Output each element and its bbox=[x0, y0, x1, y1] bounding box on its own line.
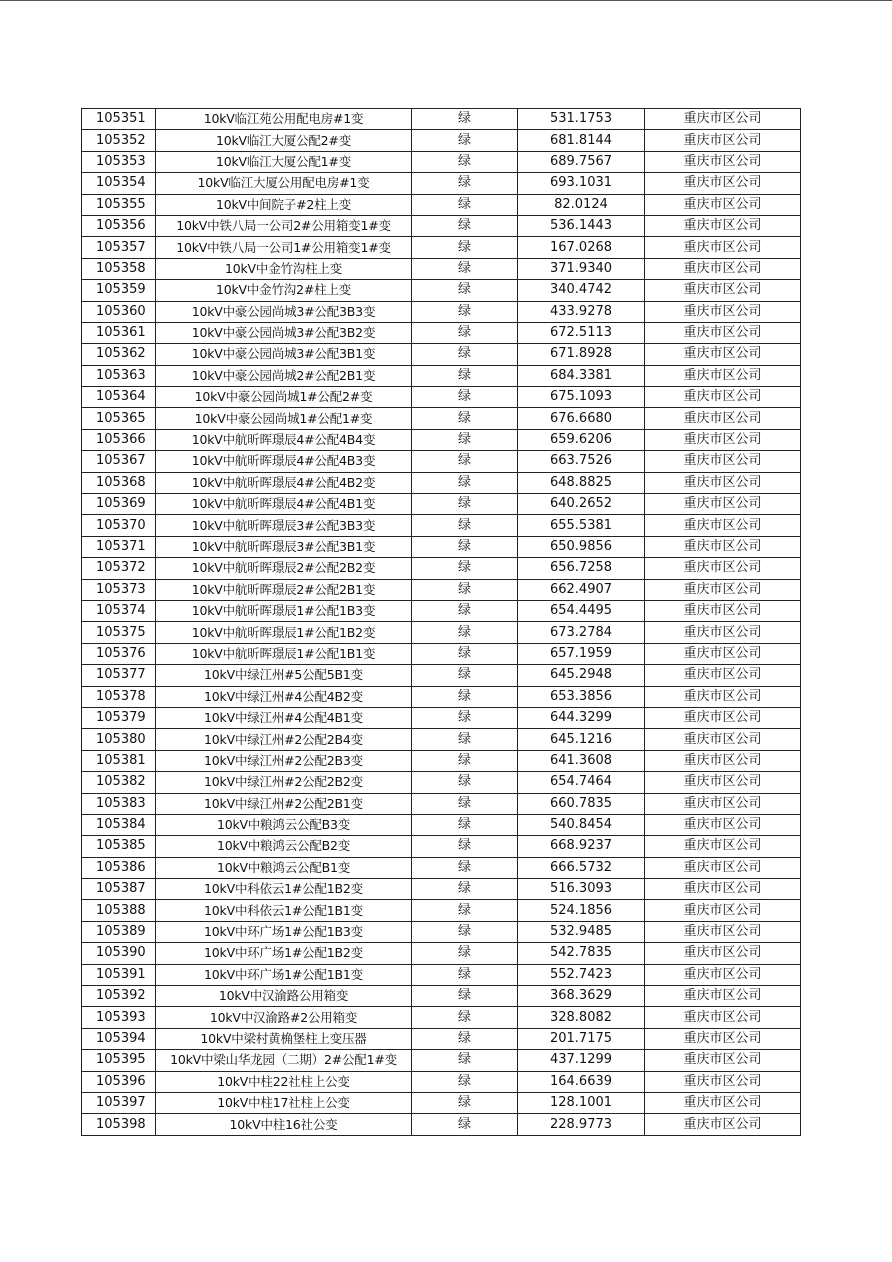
cell-status-color: 绿 bbox=[412, 515, 518, 536]
cell-status-color: 绿 bbox=[412, 622, 518, 643]
cell-status-color: 绿 bbox=[412, 857, 518, 878]
table-row bbox=[82, 793, 801, 814]
cell-status-color: 绿 bbox=[412, 258, 518, 279]
cell-status-color: 绿 bbox=[412, 707, 518, 728]
cell-value: 536.1443 bbox=[518, 215, 645, 236]
table-row bbox=[82, 921, 801, 942]
cell-transformer-name: 10kV中环广场1#公配1B3变 bbox=[156, 921, 412, 942]
table-row bbox=[82, 579, 801, 600]
cell-value: 655.5381 bbox=[518, 515, 645, 536]
table-row bbox=[82, 472, 801, 493]
cell-row-id: 105378 bbox=[82, 686, 156, 707]
cell-value: 524.1856 bbox=[518, 900, 645, 921]
cell-company: 重庆市区公司 bbox=[645, 536, 801, 557]
cell-row-id: 105391 bbox=[82, 964, 156, 985]
cell-row-id: 105360 bbox=[82, 301, 156, 322]
cell-value: 662.4907 bbox=[518, 579, 645, 600]
cell-status-color: 绿 bbox=[412, 472, 518, 493]
cell-company: 重庆市区公司 bbox=[645, 665, 801, 686]
cell-row-id: 105373 bbox=[82, 579, 156, 600]
cell-value: 657.1959 bbox=[518, 643, 645, 664]
cell-company: 重庆市区公司 bbox=[645, 151, 801, 172]
cell-company: 重庆市区公司 bbox=[645, 194, 801, 215]
cell-company: 重庆市区公司 bbox=[645, 793, 801, 814]
table-row bbox=[82, 986, 801, 1007]
cell-status-color: 绿 bbox=[412, 1028, 518, 1049]
table-row bbox=[82, 622, 801, 643]
cell-status-color: 绿 bbox=[412, 280, 518, 301]
cell-company: 重庆市区公司 bbox=[645, 857, 801, 878]
cell-transformer-name: 10kV中航昕晖璟辰3#公配3B1变 bbox=[156, 536, 412, 557]
table-body bbox=[82, 109, 801, 1136]
table-row bbox=[82, 707, 801, 728]
cell-value: 542.7835 bbox=[518, 943, 645, 964]
cell-row-id: 105381 bbox=[82, 750, 156, 771]
cell-value: 659.6206 bbox=[518, 429, 645, 450]
cell-company: 重庆市区公司 bbox=[645, 258, 801, 279]
table-row bbox=[82, 879, 801, 900]
cell-value: 663.7526 bbox=[518, 451, 645, 472]
cell-status-color: 绿 bbox=[412, 215, 518, 236]
cell-company: 重庆市区公司 bbox=[645, 215, 801, 236]
cell-value: 645.2948 bbox=[518, 665, 645, 686]
cell-transformer-name: 10kV中航昕晖璟辰2#公配2B2变 bbox=[156, 558, 412, 579]
cell-transformer-name: 10kV临江大厦公配2#变 bbox=[156, 130, 412, 151]
cell-transformer-name: 10kV中绿江州#4公配4B2变 bbox=[156, 686, 412, 707]
cell-row-id: 105383 bbox=[82, 793, 156, 814]
cell-status-color: 绿 bbox=[412, 772, 518, 793]
cell-row-id: 105374 bbox=[82, 600, 156, 621]
cell-row-id: 105369 bbox=[82, 494, 156, 515]
cell-value: 654.7464 bbox=[518, 772, 645, 793]
cell-value: 689.7567 bbox=[518, 151, 645, 172]
table-row bbox=[82, 943, 801, 964]
cell-transformer-name: 10kV临江大厦公配1#变 bbox=[156, 151, 412, 172]
cell-company: 重庆市区公司 bbox=[645, 579, 801, 600]
cell-company: 重庆市区公司 bbox=[645, 1071, 801, 1092]
cell-transformer-name: 10kV中科依云1#公配1B2变 bbox=[156, 879, 412, 900]
table-row bbox=[82, 151, 801, 172]
cell-transformer-name: 10kV中科依云1#公配1B1变 bbox=[156, 900, 412, 921]
cell-status-color: 绿 bbox=[412, 558, 518, 579]
cell-row-id: 105353 bbox=[82, 151, 156, 172]
cell-transformer-name: 10kV中铁八局一公司1#公用箱变1#变 bbox=[156, 237, 412, 258]
cell-status-color: 绿 bbox=[412, 600, 518, 621]
cell-status-color: 绿 bbox=[412, 986, 518, 1007]
cell-transformer-name: 10kV中豪公园尚城3#公配3B3变 bbox=[156, 301, 412, 322]
cell-status-color: 绿 bbox=[412, 964, 518, 985]
cell-transformer-name: 10kV中柱22社柱上公变 bbox=[156, 1071, 412, 1092]
table-row bbox=[82, 237, 801, 258]
table-row bbox=[82, 558, 801, 579]
cell-value: 340.4742 bbox=[518, 280, 645, 301]
cell-value: 673.2784 bbox=[518, 622, 645, 643]
table-row bbox=[82, 665, 801, 686]
cell-value: 228.9773 bbox=[518, 1114, 645, 1135]
cell-transformer-name: 10kV中柱16社公变 bbox=[156, 1114, 412, 1135]
table-row bbox=[82, 215, 801, 236]
cell-transformer-name: 10kV中梁村黄桷堡柱上变压器 bbox=[156, 1028, 412, 1049]
cell-company: 重庆市区公司 bbox=[645, 900, 801, 921]
cell-row-id: 105389 bbox=[82, 921, 156, 942]
cell-status-color: 绿 bbox=[412, 579, 518, 600]
cell-transformer-name: 10kV中粮鸿云公配B2变 bbox=[156, 836, 412, 857]
cell-transformer-name: 10kV中豪公园尚城1#公配1#变 bbox=[156, 408, 412, 429]
cell-row-id: 105386 bbox=[82, 857, 156, 878]
cell-value: 653.3856 bbox=[518, 686, 645, 707]
table-row bbox=[82, 536, 801, 557]
cell-status-color: 绿 bbox=[412, 194, 518, 215]
table-row bbox=[82, 814, 801, 835]
cell-status-color: 绿 bbox=[412, 686, 518, 707]
table-row bbox=[82, 258, 801, 279]
cell-row-id: 105382 bbox=[82, 772, 156, 793]
cell-transformer-name: 10kV中航昕晖璟辰4#公配4B3变 bbox=[156, 451, 412, 472]
cell-status-color: 绿 bbox=[412, 344, 518, 365]
table-row bbox=[82, 643, 801, 664]
cell-transformer-name: 10kV中航昕晖璟辰1#公配1B1变 bbox=[156, 643, 412, 664]
cell-value: 516.3093 bbox=[518, 879, 645, 900]
table-row bbox=[82, 1092, 801, 1113]
cell-transformer-name: 10kV中豪公园尚城3#公配3B2变 bbox=[156, 322, 412, 343]
cell-company: 重庆市区公司 bbox=[645, 387, 801, 408]
cell-company: 重庆市区公司 bbox=[645, 451, 801, 472]
table-row bbox=[82, 344, 801, 365]
table-row bbox=[82, 600, 801, 621]
cell-company: 重庆市区公司 bbox=[645, 237, 801, 258]
cell-value: 167.0268 bbox=[518, 237, 645, 258]
cell-status-color: 绿 bbox=[412, 109, 518, 130]
cell-row-id: 105359 bbox=[82, 280, 156, 301]
table-row bbox=[82, 451, 801, 472]
transformer-table bbox=[81, 108, 801, 1136]
table-row bbox=[82, 109, 801, 130]
cell-value: 532.9485 bbox=[518, 921, 645, 942]
cell-row-id: 105363 bbox=[82, 365, 156, 386]
cell-company: 重庆市区公司 bbox=[645, 472, 801, 493]
cell-row-id: 105384 bbox=[82, 814, 156, 835]
cell-transformer-name: 10kV中间院子#2柱上变 bbox=[156, 194, 412, 215]
cell-value: 666.5732 bbox=[518, 857, 645, 878]
cell-row-id: 105393 bbox=[82, 1007, 156, 1028]
table-row bbox=[82, 964, 801, 985]
cell-transformer-name: 10kV中航昕晖璟辰4#公配4B4变 bbox=[156, 429, 412, 450]
cell-row-id: 105394 bbox=[82, 1028, 156, 1049]
cell-value: 671.8928 bbox=[518, 344, 645, 365]
cell-row-id: 105376 bbox=[82, 643, 156, 664]
cell-company: 重庆市区公司 bbox=[645, 921, 801, 942]
cell-transformer-name: 10kV中铁八局一公司2#公用箱变1#变 bbox=[156, 215, 412, 236]
cell-value: 433.9278 bbox=[518, 301, 645, 322]
cell-row-id: 105358 bbox=[82, 258, 156, 279]
cell-transformer-name: 10kV中粮鸿云公配B3变 bbox=[156, 814, 412, 835]
cell-value: 668.9237 bbox=[518, 836, 645, 857]
cell-value: 654.4495 bbox=[518, 600, 645, 621]
cell-status-color: 绿 bbox=[412, 301, 518, 322]
table-row bbox=[82, 857, 801, 878]
cell-value: 328.8082 bbox=[518, 1007, 645, 1028]
cell-value: 164.6639 bbox=[518, 1071, 645, 1092]
table-row bbox=[82, 494, 801, 515]
page-top-rule bbox=[0, 0, 892, 1]
cell-transformer-name: 10kV中豪公园尚城2#公配2B1变 bbox=[156, 365, 412, 386]
table-row bbox=[82, 729, 801, 750]
cell-status-color: 绿 bbox=[412, 921, 518, 942]
table-row bbox=[82, 750, 801, 771]
cell-value: 681.8144 bbox=[518, 130, 645, 151]
cell-transformer-name: 10kV临江苑公用配电房#1变 bbox=[156, 109, 412, 130]
cell-row-id: 105368 bbox=[82, 472, 156, 493]
cell-status-color: 绿 bbox=[412, 750, 518, 771]
cell-company: 重庆市区公司 bbox=[645, 686, 801, 707]
cell-status-color: 绿 bbox=[412, 729, 518, 750]
cell-transformer-name: 10kV中航昕晖璟辰3#公配3B3变 bbox=[156, 515, 412, 536]
cell-transformer-name: 10kV中环广场1#公配1B2变 bbox=[156, 943, 412, 964]
cell-row-id: 105367 bbox=[82, 451, 156, 472]
cell-value: 201.7175 bbox=[518, 1028, 645, 1049]
cell-status-color: 绿 bbox=[412, 1050, 518, 1071]
cell-value: 645.1216 bbox=[518, 729, 645, 750]
cell-transformer-name: 10kV中绿江州#4公配4B1变 bbox=[156, 707, 412, 728]
cell-status-color: 绿 bbox=[412, 879, 518, 900]
cell-status-color: 绿 bbox=[412, 1092, 518, 1113]
cell-transformer-name: 10kV临江大厦公用配电房#1变 bbox=[156, 173, 412, 194]
table-row bbox=[82, 836, 801, 857]
cell-company: 重庆市区公司 bbox=[645, 344, 801, 365]
cell-company: 重庆市区公司 bbox=[645, 322, 801, 343]
cell-row-id: 105366 bbox=[82, 429, 156, 450]
cell-row-id: 105390 bbox=[82, 943, 156, 964]
table-row bbox=[82, 408, 801, 429]
cell-status-color: 绿 bbox=[412, 451, 518, 472]
cell-transformer-name: 10kV中航昕晖璟辰1#公配1B3变 bbox=[156, 600, 412, 621]
cell-status-color: 绿 bbox=[412, 900, 518, 921]
cell-row-id: 105356 bbox=[82, 215, 156, 236]
cell-company: 重庆市区公司 bbox=[645, 1114, 801, 1135]
cell-value: 368.3629 bbox=[518, 986, 645, 1007]
cell-status-color: 绿 bbox=[412, 1114, 518, 1135]
table-row bbox=[82, 515, 801, 536]
cell-row-id: 105354 bbox=[82, 173, 156, 194]
cell-value: 675.1093 bbox=[518, 387, 645, 408]
cell-company: 重庆市区公司 bbox=[645, 622, 801, 643]
cell-status-color: 绿 bbox=[412, 429, 518, 450]
cell-row-id: 105395 bbox=[82, 1050, 156, 1071]
cell-company: 重庆市区公司 bbox=[645, 879, 801, 900]
cell-value: 552.7423 bbox=[518, 964, 645, 985]
cell-company: 重庆市区公司 bbox=[645, 643, 801, 664]
table-row bbox=[82, 429, 801, 450]
cell-value: 641.3608 bbox=[518, 750, 645, 771]
cell-row-id: 105370 bbox=[82, 515, 156, 536]
cell-row-id: 105361 bbox=[82, 322, 156, 343]
cell-status-color: 绿 bbox=[412, 536, 518, 557]
cell-company: 重庆市区公司 bbox=[645, 986, 801, 1007]
cell-value: 650.9856 bbox=[518, 536, 645, 557]
cell-transformer-name: 10kV中绿江州#5公配5B1变 bbox=[156, 665, 412, 686]
cell-transformer-name: 10kV中航昕晖璟辰1#公配1B2变 bbox=[156, 622, 412, 643]
cell-transformer-name: 10kV中豪公园尚城3#公配3B1变 bbox=[156, 344, 412, 365]
cell-value: 672.5113 bbox=[518, 322, 645, 343]
cell-transformer-name: 10kV中航昕晖璟辰4#公配4B1变 bbox=[156, 494, 412, 515]
table-row bbox=[82, 280, 801, 301]
cell-row-id: 105357 bbox=[82, 237, 156, 258]
table-row bbox=[82, 772, 801, 793]
cell-company: 重庆市区公司 bbox=[645, 301, 801, 322]
cell-row-id: 105388 bbox=[82, 900, 156, 921]
cell-company: 重庆市区公司 bbox=[645, 814, 801, 835]
cell-transformer-name: 10kV中金竹沟2#柱上变 bbox=[156, 280, 412, 301]
table-row bbox=[82, 686, 801, 707]
cell-value: 437.1299 bbox=[518, 1050, 645, 1071]
cell-company: 重庆市区公司 bbox=[645, 1092, 801, 1113]
cell-status-color: 绿 bbox=[412, 237, 518, 258]
cell-status-color: 绿 bbox=[412, 322, 518, 343]
cell-value: 640.2652 bbox=[518, 494, 645, 515]
cell-value: 371.9340 bbox=[518, 258, 645, 279]
cell-row-id: 105352 bbox=[82, 130, 156, 151]
cell-company: 重庆市区公司 bbox=[645, 109, 801, 130]
cell-status-color: 绿 bbox=[412, 793, 518, 814]
cell-status-color: 绿 bbox=[412, 1007, 518, 1028]
cell-status-color: 绿 bbox=[412, 1071, 518, 1092]
cell-row-id: 105398 bbox=[82, 1114, 156, 1135]
cell-status-color: 绿 bbox=[412, 365, 518, 386]
table-row bbox=[82, 173, 801, 194]
cell-row-id: 105365 bbox=[82, 408, 156, 429]
cell-transformer-name: 10kV中绿江州#2公配2B1变 bbox=[156, 793, 412, 814]
cell-company: 重庆市区公司 bbox=[645, 836, 801, 857]
cell-transformer-name: 10kV中汉渝路公用箱变 bbox=[156, 986, 412, 1007]
cell-transformer-name: 10kV中豪公园尚城1#公配2#变 bbox=[156, 387, 412, 408]
cell-transformer-name: 10kV中梁山华龙园（二期）2#公配1#变 bbox=[156, 1050, 412, 1071]
cell-row-id: 105377 bbox=[82, 665, 156, 686]
cell-value: 644.3299 bbox=[518, 707, 645, 728]
cell-company: 重庆市区公司 bbox=[645, 1028, 801, 1049]
cell-transformer-name: 10kV中绿江州#2公配2B4变 bbox=[156, 729, 412, 750]
table-row bbox=[82, 322, 801, 343]
cell-transformer-name: 10kV中环广场1#公配1B1变 bbox=[156, 964, 412, 985]
cell-status-color: 绿 bbox=[412, 387, 518, 408]
cell-row-id: 105397 bbox=[82, 1092, 156, 1113]
cell-status-color: 绿 bbox=[412, 494, 518, 515]
cell-value: 648.8825 bbox=[518, 472, 645, 493]
cell-transformer-name: 10kV中绿江州#2公配2B2变 bbox=[156, 772, 412, 793]
cell-row-id: 105380 bbox=[82, 729, 156, 750]
cell-value: 660.7835 bbox=[518, 793, 645, 814]
table-row bbox=[82, 1114, 801, 1135]
cell-row-id: 105371 bbox=[82, 536, 156, 557]
cell-status-color: 绿 bbox=[412, 814, 518, 835]
cell-company: 重庆市区公司 bbox=[645, 707, 801, 728]
table-row bbox=[82, 194, 801, 215]
cell-company: 重庆市区公司 bbox=[645, 429, 801, 450]
cell-value: 693.1031 bbox=[518, 173, 645, 194]
cell-row-id: 105355 bbox=[82, 194, 156, 215]
cell-value: 82.0124 bbox=[518, 194, 645, 215]
cell-status-color: 绿 bbox=[412, 643, 518, 664]
cell-row-id: 105351 bbox=[82, 109, 156, 130]
table-row bbox=[82, 130, 801, 151]
cell-company: 重庆市区公司 bbox=[645, 964, 801, 985]
table-row bbox=[82, 365, 801, 386]
table-row bbox=[82, 301, 801, 322]
cell-row-id: 105379 bbox=[82, 707, 156, 728]
cell-status-color: 绿 bbox=[412, 408, 518, 429]
cell-row-id: 105372 bbox=[82, 558, 156, 579]
cell-company: 重庆市区公司 bbox=[645, 943, 801, 964]
cell-row-id: 105396 bbox=[82, 1071, 156, 1092]
cell-transformer-name: 10kV中金竹沟柱上变 bbox=[156, 258, 412, 279]
cell-company: 重庆市区公司 bbox=[645, 750, 801, 771]
cell-status-color: 绿 bbox=[412, 836, 518, 857]
cell-company: 重庆市区公司 bbox=[645, 365, 801, 386]
cell-value: 540.8454 bbox=[518, 814, 645, 835]
cell-company: 重庆市区公司 bbox=[645, 600, 801, 621]
cell-value: 128.1001 bbox=[518, 1092, 645, 1113]
cell-company: 重庆市区公司 bbox=[645, 1050, 801, 1071]
cell-value: 676.6680 bbox=[518, 408, 645, 429]
cell-company: 重庆市区公司 bbox=[645, 772, 801, 793]
cell-status-color: 绿 bbox=[412, 943, 518, 964]
cell-transformer-name: 10kV中航昕晖璟辰4#公配4B2变 bbox=[156, 472, 412, 493]
cell-value: 684.3381 bbox=[518, 365, 645, 386]
cell-company: 重庆市区公司 bbox=[645, 558, 801, 579]
cell-status-color: 绿 bbox=[412, 173, 518, 194]
cell-transformer-name: 10kV中汉渝路#2公用箱变 bbox=[156, 1007, 412, 1028]
table-row bbox=[82, 1028, 801, 1049]
cell-value: 656.7258 bbox=[518, 558, 645, 579]
cell-row-id: 105375 bbox=[82, 622, 156, 643]
cell-company: 重庆市区公司 bbox=[645, 408, 801, 429]
table-row bbox=[82, 900, 801, 921]
cell-company: 重庆市区公司 bbox=[645, 515, 801, 536]
cell-value: 531.1753 bbox=[518, 109, 645, 130]
cell-company: 重庆市区公司 bbox=[645, 173, 801, 194]
table-row bbox=[82, 1007, 801, 1028]
cell-company: 重庆市区公司 bbox=[645, 1007, 801, 1028]
cell-company: 重庆市区公司 bbox=[645, 130, 801, 151]
cell-status-color: 绿 bbox=[412, 130, 518, 151]
cell-row-id: 105362 bbox=[82, 344, 156, 365]
cell-status-color: 绿 bbox=[412, 665, 518, 686]
cell-row-id: 105387 bbox=[82, 879, 156, 900]
table-row bbox=[82, 1071, 801, 1092]
cell-transformer-name: 10kV中航昕晖璟辰2#公配2B1变 bbox=[156, 579, 412, 600]
cell-company: 重庆市区公司 bbox=[645, 729, 801, 750]
cell-status-color: 绿 bbox=[412, 151, 518, 172]
cell-company: 重庆市区公司 bbox=[645, 494, 801, 515]
table-row bbox=[82, 1050, 801, 1071]
cell-transformer-name: 10kV中柱17社柱上公变 bbox=[156, 1092, 412, 1113]
cell-company: 重庆市区公司 bbox=[645, 280, 801, 301]
cell-row-id: 105364 bbox=[82, 387, 156, 408]
cell-row-id: 105392 bbox=[82, 986, 156, 1007]
cell-transformer-name: 10kV中绿江州#2公配2B3变 bbox=[156, 750, 412, 771]
cell-transformer-name: 10kV中粮鸿云公配B1变 bbox=[156, 857, 412, 878]
table-row bbox=[82, 387, 801, 408]
cell-row-id: 105385 bbox=[82, 836, 156, 857]
